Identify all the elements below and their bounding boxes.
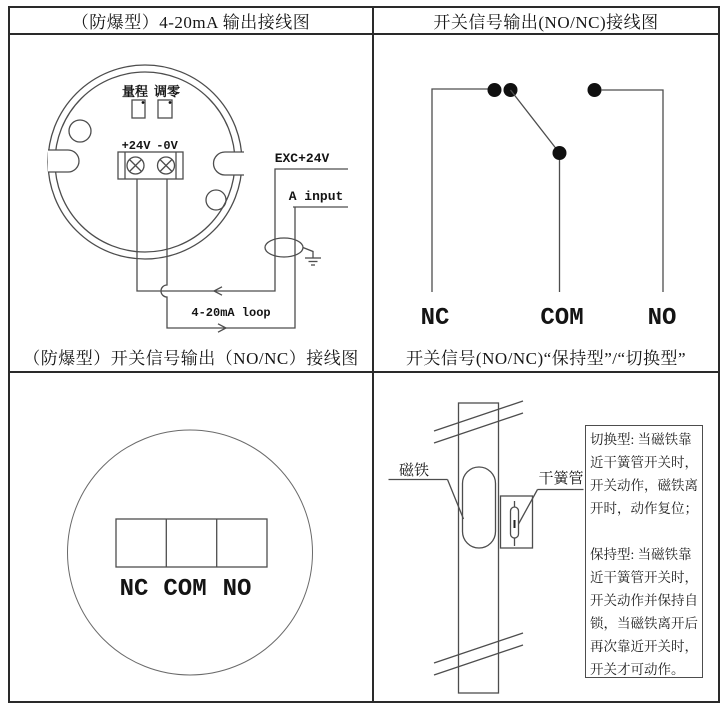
a-input-label: A input [288,189,344,204]
panel1-4-20ma-wiring [10,35,372,341]
cable-gland [265,238,303,257]
loop-label: 4-20mA loop [191,306,271,320]
panel2-header [372,8,718,35]
panel1-drawing [10,35,372,341]
left-mounting-slot [48,150,79,172]
panel3-header [10,341,372,373]
note-line: 近干簧管开关时， [590,570,698,585]
note-line: 开关动作并保持自 [590,593,698,608]
housing-circle [68,430,313,675]
no-terminal-label: NO [647,305,677,332]
reed-label: 干簧管 [538,471,584,487]
note-line: 开时，动作复位； [590,501,698,516]
terminal-block [118,139,183,179]
panel4-title: 开关信号(NO/NC)“保持型”/“切换型” [405,348,687,368]
contact-dot-nc [488,83,502,97]
note-line: 切换型: 当磁铁靠 [590,432,692,447]
note-line: 再次靠近开关时， [590,639,698,654]
panel3-drawing [10,373,372,701]
panel1-header [10,8,372,35]
panel2-title: 开关信号输出(NO/NC)接线图 [433,13,659,32]
contact-dot-no [588,83,602,97]
note-line: 近干簧管开关时， [590,455,698,470]
mounting-hole-bottom-right [206,190,226,210]
behavior-note-box [585,425,703,678]
note-line [590,520,702,543]
panel2-switch-schematic [372,35,718,341]
earth-ground-symbol [303,248,321,266]
nc-terminal-label: NC [420,305,450,332]
note-line: 保持型: 当磁铁靠 [590,547,692,562]
plus24v-label: +24V [121,139,151,153]
screw-terminal-plus [127,157,144,174]
reed-callout [519,470,584,524]
magnet-label: 磁铁 [398,463,430,479]
panel1-title: （防爆型）4-20mA 输出接线图 [71,13,311,32]
right-mounting-slot [214,152,245,175]
exc-label: EXC+24V [274,151,330,166]
break-mark-top [434,401,523,431]
no-rail [601,90,663,292]
panel3-terminal-view [10,373,372,701]
minus0v-label: -0V [156,139,178,153]
panel4-header [372,341,718,373]
nc-terminal-label: NC [119,576,149,603]
adjustment-pots [122,84,180,118]
note-line: 开关才可动作。 [590,662,685,677]
terminal-strip [116,519,267,567]
range-pot-label: 量程 [121,84,149,99]
wire-plus24v [137,169,348,291]
current-loop-wiring [137,151,348,332]
reed-switch-assembly [501,496,533,548]
panel2-drawing [374,35,718,341]
panel3-title: （防爆型）开关信号输出（NO/NC）接线图 [23,348,359,368]
note-line: 开关动作，磁铁离 [590,478,698,493]
float-magnet [463,467,496,548]
mounting-hole-top-left [69,120,91,142]
spdt-switch-symbol [432,83,663,292]
no-terminal-label: NO [222,576,252,603]
note-line: 锁，当磁铁离开后 [590,616,698,631]
zero-pot-label: 调零 [153,84,181,99]
break-mark-bottom [434,633,523,663]
magnet-callout [389,462,464,519]
switch-blade [511,90,560,153]
nc-rail [432,89,494,292]
contact-dot-com [553,146,567,160]
com-terminal-label: COM [540,305,584,332]
com-terminal-label: COM [163,576,207,603]
screw-terminal-minus [158,157,175,174]
